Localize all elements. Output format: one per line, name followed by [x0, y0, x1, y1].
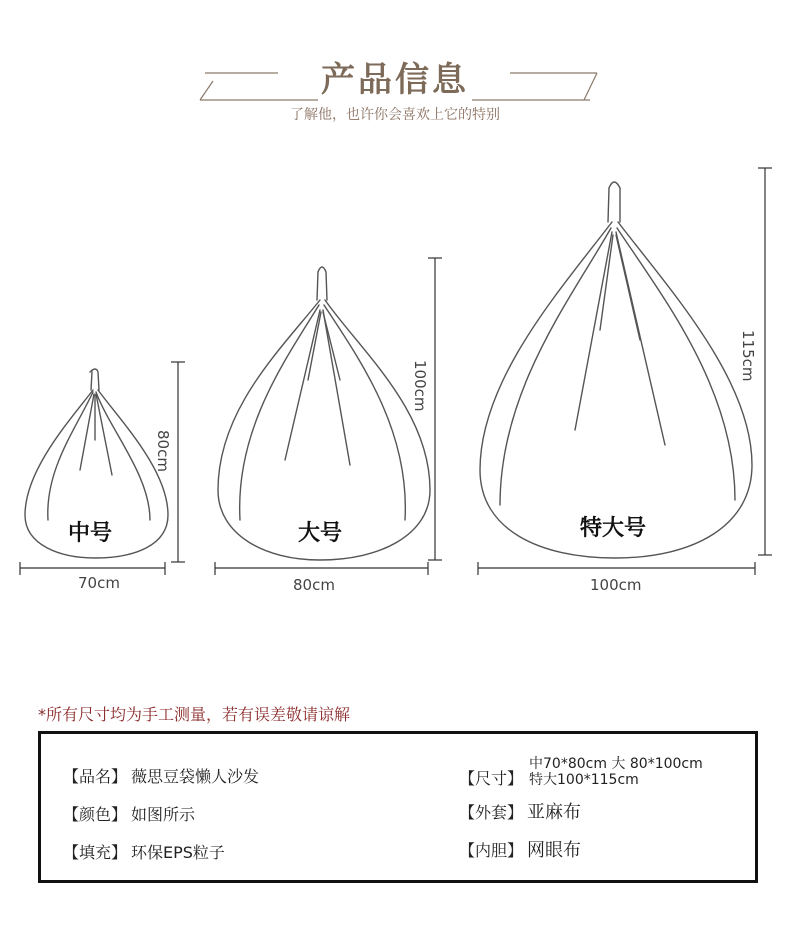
spec-cover-label: 【外套】	[459, 803, 524, 822]
spec-filling-label: 【填充】	[63, 843, 128, 862]
spec-table	[38, 731, 758, 883]
spec-color-row	[63, 802, 195, 825]
spec-name-row	[63, 764, 259, 787]
xl-beanbag-sketch	[480, 182, 752, 558]
spec-size-line2: 特大100*115cm	[529, 772, 639, 788]
height-xl: 115cm	[739, 330, 757, 382]
spec-name-label: 【品名】	[63, 767, 128, 786]
large-beanbag-sketch	[218, 267, 430, 560]
spec-filling-value: 环保EPS粒子	[131, 843, 225, 862]
size-label-large: 大号	[298, 521, 343, 546]
page-subtitle: 了解他，也许你会喜欢上它的特别	[290, 107, 500, 123]
spec-liner-row	[459, 838, 581, 862]
spec-name-value: 薇思豆袋懒人沙发	[131, 767, 260, 786]
title-left-decoration	[0, 0, 790, 110]
width-xl: 100cm	[590, 576, 642, 594]
spec-size-value	[529, 756, 703, 788]
spec-color-label: 【颜色】	[63, 805, 128, 824]
page-title: 产品信息	[321, 60, 469, 100]
spec-cover-value: 亚麻布	[527, 802, 582, 823]
spec-filling-row	[63, 840, 225, 863]
spec-liner-label: 【内胆】	[459, 841, 524, 860]
width-medium: 70cm	[78, 574, 120, 592]
spec-size-row	[459, 756, 703, 789]
width-large: 80cm	[293, 576, 335, 594]
size-label-xl: 特大号	[580, 516, 647, 541]
spec-cover-row	[459, 800, 581, 824]
height-medium: 80cm	[154, 430, 172, 472]
size-comparison-illustration	[0, 150, 790, 600]
height-large: 100cm	[411, 360, 429, 412]
measurement-note: *所有尺寸均为手工测量，若有误差敬请谅解	[38, 705, 351, 724]
size-label-medium: 中号	[68, 521, 113, 546]
spec-color-value: 如图所示	[131, 805, 196, 824]
spec-size-label: 【尺寸】	[459, 769, 524, 788]
spec-liner-value: 网眼布	[527, 840, 582, 861]
spec-size-line1: 中70*80cm 大 80*100cm	[529, 756, 703, 772]
